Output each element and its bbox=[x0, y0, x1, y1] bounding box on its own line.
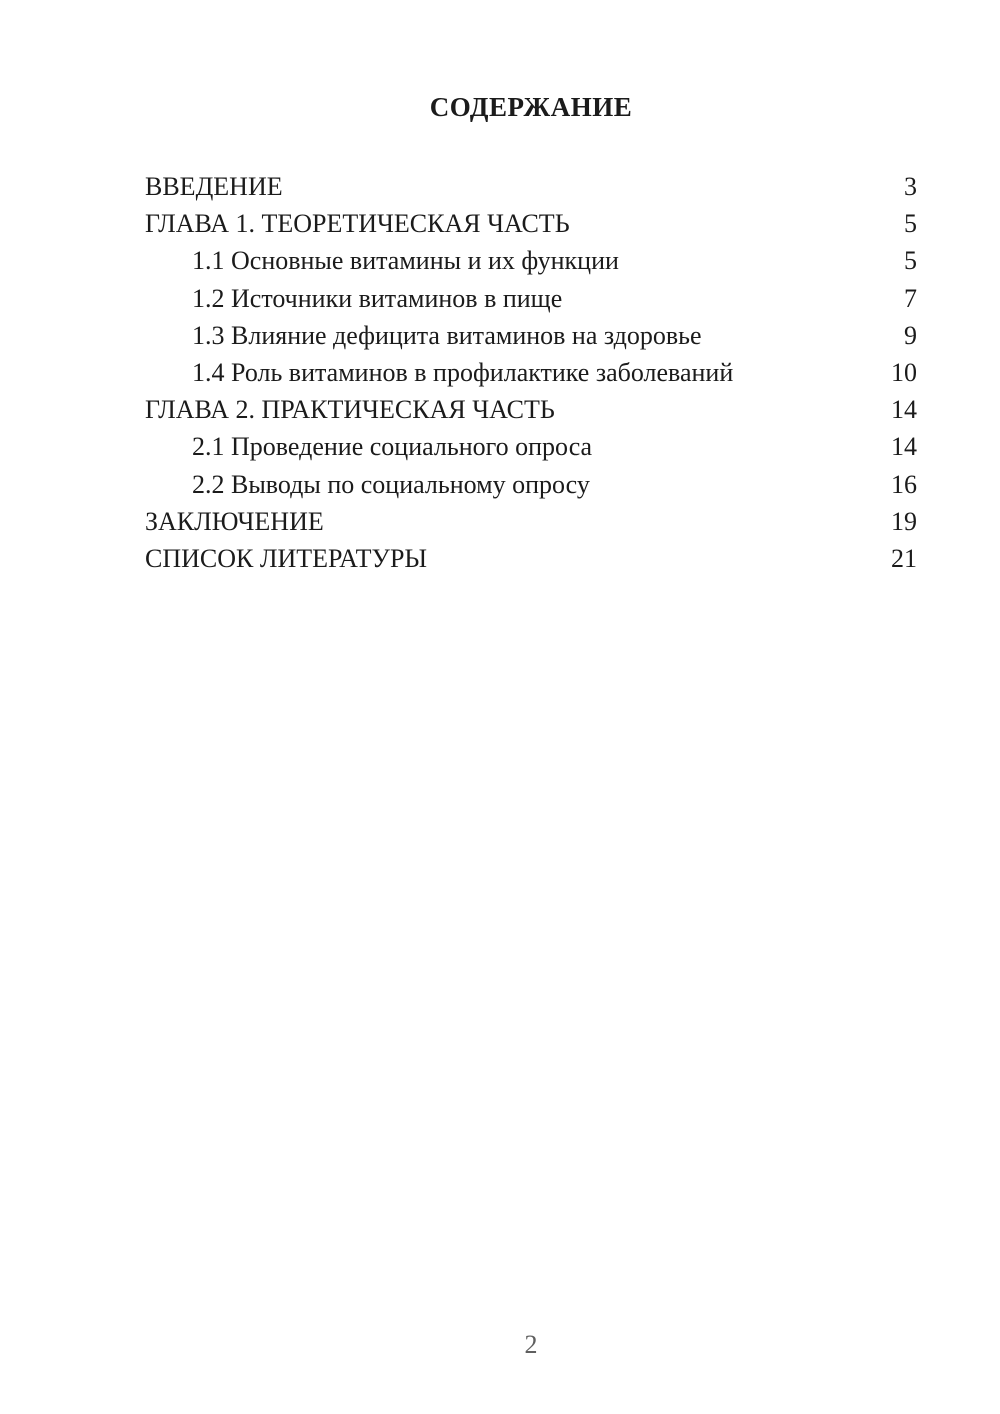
toc-entry-page-number: 3 bbox=[904, 172, 917, 201]
toc-entry-4 bbox=[145, 317, 917, 354]
toc-entry-label: 1.3 Влияние дефицита витаминов на здоровье bbox=[192, 320, 702, 350]
toc-entry-label: 2.1 Проведение социального опроса bbox=[192, 432, 593, 462]
toc-entry-page-number: 19 bbox=[891, 506, 917, 536]
toc-entry-page-number: 14 bbox=[891, 395, 917, 425]
toc-entry-page-number: 7 bbox=[904, 283, 917, 313]
toc-entry-0 bbox=[145, 168, 917, 205]
toc-entry-label: ЗАКЛЮЧЕНИЕ bbox=[145, 506, 324, 536]
toc-entry-page-number: 21 bbox=[891, 544, 917, 574]
toc-entry-1 bbox=[145, 205, 917, 242]
toc-entry-6 bbox=[145, 391, 917, 428]
table-of-contents bbox=[145, 168, 917, 577]
toc-entry-label: 2.2 Выводы по социальному опросу bbox=[192, 469, 590, 499]
toc-entry-label: 1.2 Источники витаминов в пище bbox=[192, 283, 563, 313]
toc-entry-7 bbox=[145, 428, 917, 465]
toc-entry-10 bbox=[145, 540, 917, 577]
toc-entry-label: ГЛАВА 2. ПРАКТИЧЕСКАЯ ЧАСТЬ bbox=[145, 395, 555, 425]
toc-entry-page-number: 16 bbox=[891, 469, 917, 499]
toc-entry-label: 1.4 Роль витаминов в профилактике заболеваний bbox=[192, 358, 734, 388]
toc-entry-5 bbox=[145, 354, 917, 391]
toc-entry-label: 1.1 Основные витамины и их функции bbox=[192, 246, 619, 276]
toc-entry-9 bbox=[145, 503, 917, 540]
toc-entry-2 bbox=[145, 242, 917, 279]
toc-entry-page-number: 5 bbox=[904, 209, 917, 239]
toc-entry-page-number: 5 bbox=[904, 246, 917, 276]
toc-entry-page-number: 14 bbox=[891, 432, 917, 462]
toc-entry-page-number: 9 bbox=[904, 320, 917, 350]
toc-entry-8 bbox=[145, 466, 917, 503]
toc-entry-label: ВВЕДЕНИЕ bbox=[145, 172, 283, 201]
toc-entry-page-number: 10 bbox=[891, 358, 917, 388]
footer-page-number: 2 bbox=[524, 1330, 538, 1359]
toc-entry-label: ГЛАВА 1. ТЕОРЕТИЧЕСКАЯ ЧАСТЬ bbox=[145, 209, 570, 239]
page-title: СОДЕРЖАНИЕ bbox=[429, 92, 633, 122]
toc-entry-label: СПИСОК ЛИТЕРАТУРЫ bbox=[145, 544, 428, 574]
toc-entry-3 bbox=[145, 280, 917, 317]
